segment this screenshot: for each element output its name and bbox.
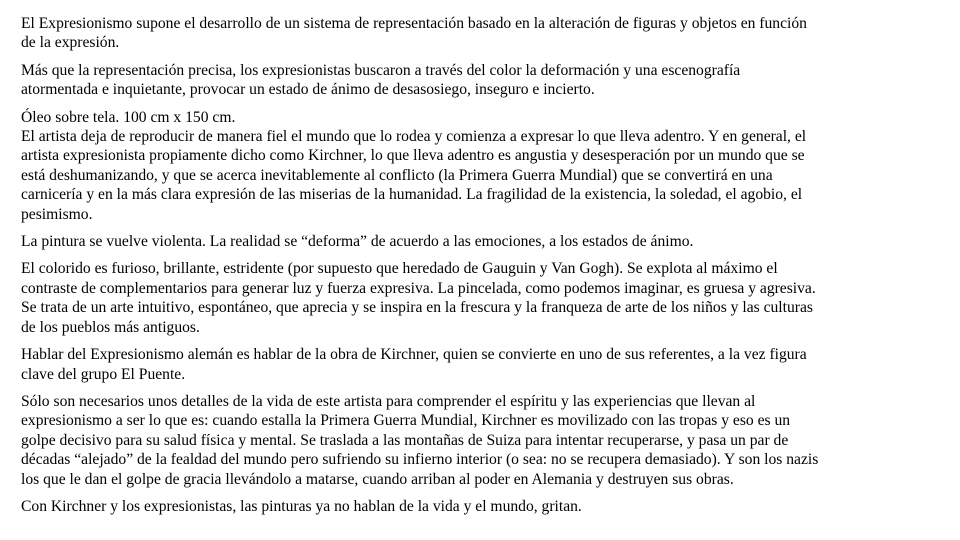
paragraph-vida-kirchner: [21, 392, 943, 489]
text-line: décadas “alejado” de la fealdad del mundo pero sufriendo su infierno interior (o sea: no se recupera demasiado). Y son los nazis: [21, 451, 819, 469]
text-line: El artista deja de reproducir de manera fiel el mundo que lo rodea y comienza a expresar lo que lleva adentro. Y en general, el: [21, 128, 807, 146]
text-line: Hablar del Expresionismo alemán es hablar de la obra de Kirchner, quien se convierte en uno de sus referentes, a la vez figura: [21, 346, 807, 364]
document-body: [21, 14, 943, 516]
text-line: está deshumanizando, y que se acerca inevitablemente al conflicto (la Primera Guerra Mundial) que se convertirá en una: [21, 166, 773, 184]
paragraph-conclusion: [21, 497, 943, 516]
text-line: El Expresionismo supone el desarrollo de un sistema de representación basado en la alteración de figuras y objetos en función: [21, 15, 807, 32]
text-line: artista expresionista propiamente dicho como Kirchner, lo que lleva adentro es angustia y desesperación por un mundo que se: [21, 147, 805, 165]
text-line: La pintura se vuelve violenta. La realidad se “deforma” de acuerdo a las emociones, a los estados de ánimo.: [21, 233, 694, 251]
text-line: de los pueblos más antiguos.: [21, 318, 200, 336]
text-line: Sólo son necesarios unos detalles de la vida de este artista para comprender el espíritu y las experiencias que llevan al: [21, 392, 756, 410]
text-line: de la expresión.: [21, 34, 120, 52]
text-line: clave del grupo El Puente.: [21, 365, 186, 383]
paragraph-pintura-violenta: [21, 232, 943, 251]
text-line: Más que la representación precisa, los expresionistas buscaron a través del color la deformación y una escenografía: [21, 61, 741, 79]
paragraph-expresionismo-definicion: [21, 14, 943, 53]
text-line: atormentada e inquietante, provocar un estado de ánimo de desasosiego, inseguro e incierto.: [21, 81, 595, 99]
text-line: El colorido es furioso, brillante, estridente (por supuesto que heredado de Gauguin y Van Gogh). Se explota al máximo el: [21, 260, 778, 278]
text-line: golpe decisivo para su salud física y mental. Se traslada a las montañas de Suiza para intentar recuperarse, y pasa un par de: [21, 431, 789, 449]
text-line: carnicería y en la más clara expresión de las miserias de la humanidad. La fragilidad de la existencia, la soledad, el agobio, el: [21, 186, 803, 204]
paragraph-expresionismo-aleman: [21, 345, 943, 384]
text-line: Se trata de un arte intuitivo, espontáneo, que aprecia y se inspira en la frescura y la franqueza de arte de los niños y las culturas: [21, 299, 813, 317]
paragraph-representacion: [21, 61, 943, 100]
text-line: los que le dan el golpe de gracia llevándolo a matarse, cuando arriban al poder en Alemania y destruyen sus obras.: [21, 470, 734, 488]
paragraph-oleo-artista: [21, 108, 943, 224]
text-line: Óleo sobre tela. 100 cm x 150 cm.: [21, 108, 236, 126]
text-line: contraste de complementarios para generar luz y fuerza expresiva. La pincelada, como podemos imaginar, es gruesa y agresiva.: [21, 279, 816, 297]
paragraph-colorido: [21, 259, 943, 337]
text-line: pesimismo.: [21, 205, 93, 223]
text-line: expresionismo a ser lo que es: cuando estalla la Primera Guerra Mundial, Kirchner es movilizado con las tropas y eso es un: [21, 412, 791, 430]
text-line: Con Kirchner y los expresionistas, las pinturas ya no hablan de la vida y el mundo, gritan.: [21, 497, 582, 515]
